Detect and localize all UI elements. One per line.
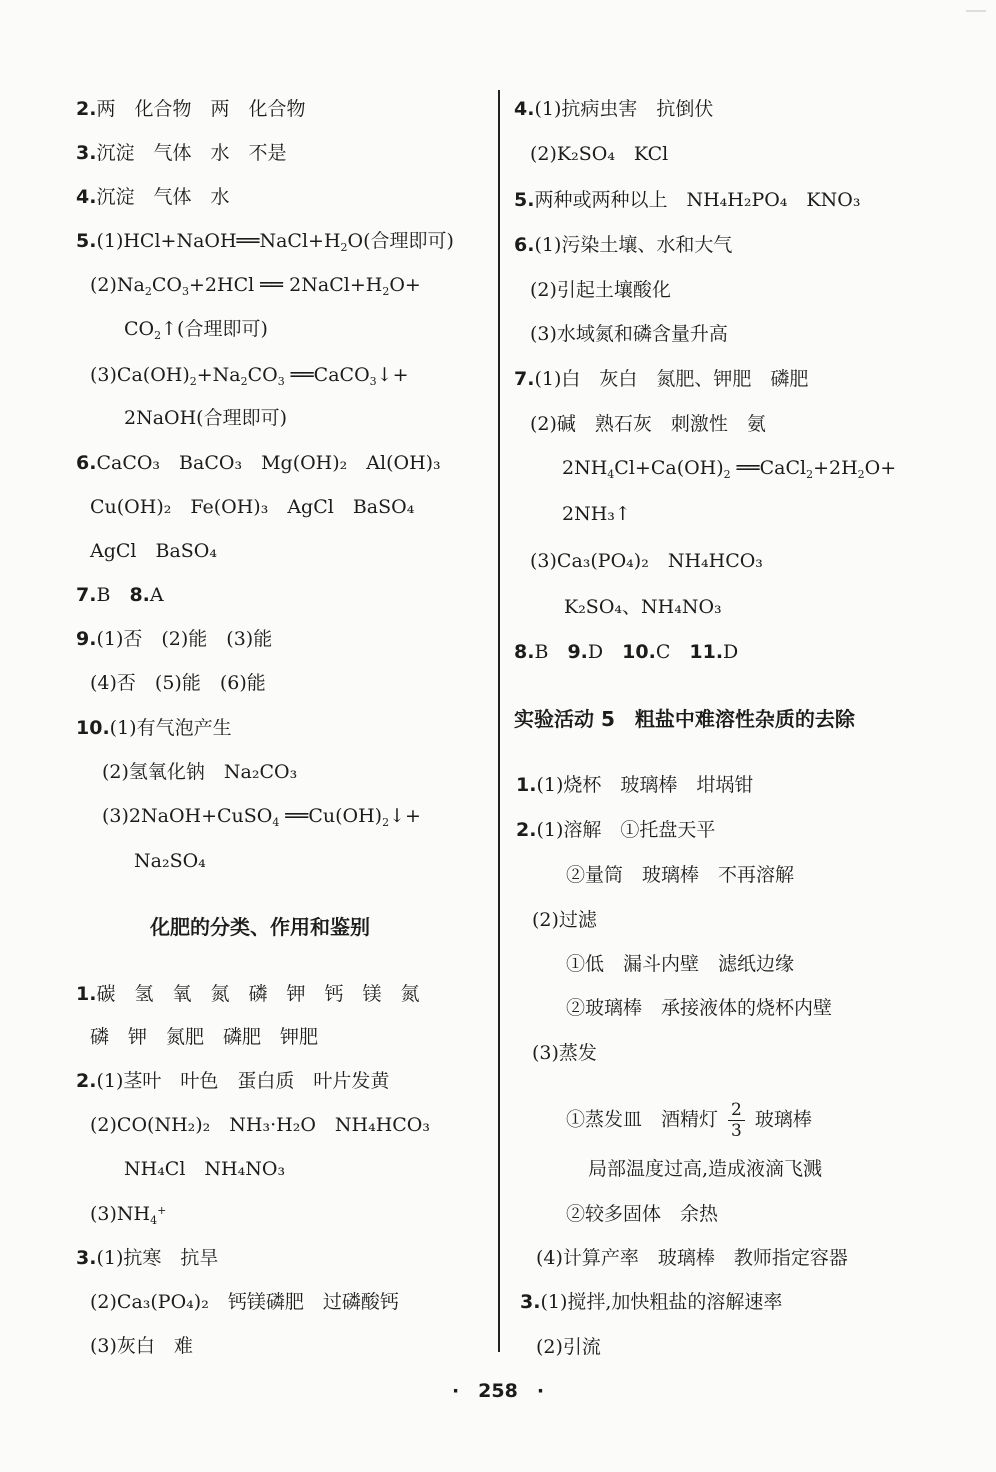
exp-answer-2-3: (3)蒸发 bbox=[532, 1042, 597, 1064]
exp-answer-2-3a-cont: 局部温度过高,造成液滴飞溅 bbox=[588, 1158, 823, 1180]
corner-mark bbox=[966, 10, 986, 12]
exp-answer-3: 3.(1)搅拌,加快粗盐的溶解速率 bbox=[520, 1291, 783, 1313]
exp-answer-3-2: (2)引流 bbox=[536, 1336, 601, 1358]
answer-6: 6.CaCO₃ BaCO₃ Mg(OH)₂ Al(OH)₃ bbox=[76, 452, 441, 474]
fert-answer-2-2-cont: NH₄Cl NH₄NO₃ bbox=[124, 1158, 286, 1180]
r-answer-7: 7.(1)白 灰白 氮肥、钾肥 磷肥 bbox=[514, 368, 809, 390]
exp-answer-2-2: (2)过滤 bbox=[532, 909, 597, 931]
answer-7-8: 7.B 8.A bbox=[76, 584, 164, 606]
r-answer-4-2: (2)K₂SO₄ KCl bbox=[530, 143, 669, 165]
exp-answer-2-3b: ②较多固体 余热 bbox=[566, 1203, 719, 1225]
r-answer-6: 6.(1)污染土壤、水和大气 bbox=[514, 234, 733, 256]
answer-10: 10.(1)有气泡产生 bbox=[76, 717, 232, 739]
section-heading-experiment: 实验活动 5 粗盐中难溶性杂质的去除 bbox=[514, 707, 855, 731]
r-answer-5: 5.两种或两种以上 NH₄H₂PO₄ KNO₃ bbox=[514, 189, 861, 211]
answer-5-3-cont: 2NaOH(合理即可) bbox=[124, 407, 288, 429]
exp-answer-1: 1.(1)烧杯 玻璃棒 坩埚钳 bbox=[516, 774, 754, 796]
r-answer-8-11: 8.B 9.D 10.C 11.D bbox=[514, 641, 739, 663]
r-answer-7-3-cont: K₂SO₄、NH₄NO₃ bbox=[564, 596, 722, 618]
answer-4: 4.沉淀 气体 水 bbox=[76, 186, 230, 208]
column-divider bbox=[498, 90, 500, 1352]
answer-10-3-cont: Na₂SO₄ bbox=[134, 850, 206, 872]
answer-5-3: $(3)Ca(OH)_2+Na_2CO_3$ ══CaCO$_3$↓+ bbox=[90, 364, 409, 388]
r-answer-7-2-eq: $2NH_4Cl+Ca(OH)_2$ $══CaCl_2+2H_2O+$ bbox=[562, 457, 897, 481]
r-answer-7-3: (3)Ca₃(PO₄)₂ NH₄HCO₃ bbox=[530, 550, 763, 572]
fert-answer-2-2: (2)CO(NH₂)₂ NH₃·H₂O NH₄HCO₃ bbox=[90, 1114, 431, 1136]
answer-5-1: $5.(1)HCl+NaOH══NaCl+H_2O$(合理即可) bbox=[76, 230, 454, 254]
answer-6-cont: Cu(OH)₂ Fe(OH)₃ AgCl BaSO₄ bbox=[90, 496, 415, 518]
answer-5-2: $(2)Na_2CO_3+2HCl$ ══ $2NaCl+H_2O+$ bbox=[90, 274, 421, 298]
r-answer-4: 4.(1)抗病虫害 抗倒伏 bbox=[514, 98, 714, 120]
r-answer-7-2-eq-cont: 2NH₃↑ bbox=[562, 503, 631, 525]
answer-9-cont: (4)否 (5)能 (6)能 bbox=[90, 672, 266, 694]
r-answer-7-2: (2)碱 熟石灰 刺激性 氨 bbox=[530, 413, 766, 435]
r-answer-6-2: (2)引起土壤酸化 bbox=[530, 279, 671, 301]
fert-answer-2-3: $(3)NH_4^+$ bbox=[90, 1203, 167, 1227]
exp-answer-2-1b: ②量筒 玻璃棒 不再溶解 bbox=[566, 864, 795, 886]
answer-6-cont2: AgCl BaSO₄ bbox=[90, 540, 217, 562]
section-heading-fertilizer: 化肥的分类、作用和鉴别 bbox=[150, 915, 370, 939]
exp-answer-2-2a: ①低 漏斗内壁 滤纸边缘 bbox=[566, 953, 795, 975]
page-number: · 258 · bbox=[451, 1380, 545, 1402]
fert-answer-2: 2.(1)茎叶 叶色 蛋白质 叶片发黄 bbox=[76, 1070, 390, 1092]
exp-answer-2-2b: ②玻璃棒 承接液体的烧杯内壁 bbox=[566, 997, 833, 1019]
fert-answer-3-3: (3)灰白 难 bbox=[90, 1335, 193, 1357]
exp-answer-2-3a: ①蒸发皿 酒精灯 $\frac{2}{3}$ 玻璃棒 bbox=[566, 1100, 812, 1141]
answer-3: 3.沉淀 气体 水 不是 bbox=[76, 142, 287, 164]
answer-10-2: (2)氢氧化钠 Na₂CO₃ bbox=[102, 761, 298, 783]
answer-10-3: (3)2NaOH+CuSO$_4$ $══Cu(OH)_2↓+$ bbox=[102, 805, 421, 829]
exp-answer-2: 2.(1)溶解 ①托盘天平 bbox=[516, 819, 716, 841]
fert-answer-3-2: (2)Ca₃(PO₄)₂ 钙镁磷肥 过磷酸钙 bbox=[90, 1291, 399, 1313]
fert-answer-1-cont: 磷 钾 氮肥 磷肥 钾肥 bbox=[90, 1026, 319, 1048]
fraction-two-thirds: $\frac{2}{3}$ bbox=[728, 1100, 745, 1141]
answer-9: 9.(1)否 (2)能 (3)能 bbox=[76, 628, 273, 650]
fert-answer-1: 1.碳 氢 氧 氮 磷 钾 钙 镁 氮 bbox=[76, 983, 420, 1005]
answer-2: 2.两 化合物 两 化合物 bbox=[76, 98, 306, 120]
answer-5-2-cont: $CO_2↑$(合理即可) bbox=[124, 318, 268, 342]
r-answer-6-3: (3)水域氮和磷含量升高 bbox=[530, 323, 728, 345]
exp-answer-2-4: (4)计算产率 玻璃棒 教师指定容器 bbox=[536, 1247, 848, 1269]
fert-answer-3: 3.(1)抗寒 抗旱 bbox=[76, 1247, 219, 1269]
